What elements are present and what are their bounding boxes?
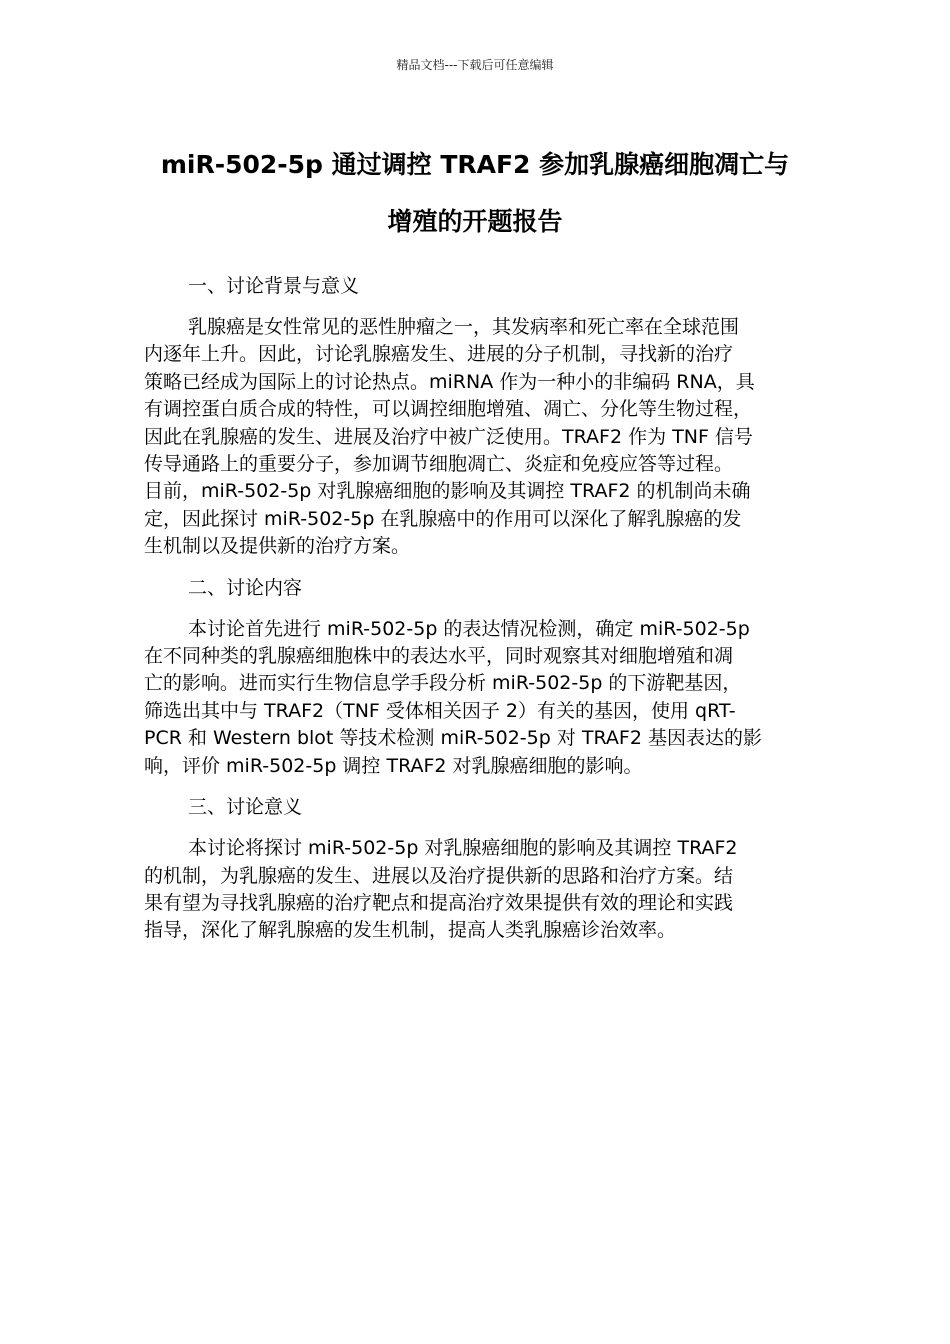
title-line-1: miR-502-5p 通过调控 TRAF2 参加乳腺癌细胞凋亡与 (160, 150, 790, 179)
text-line: 乳腺癌是女性常见的恶性肿瘤之一，其发病率和死亡率在全球范围 (188, 316, 740, 338)
document-title (144, 136, 806, 250)
document-body (144, 273, 806, 959)
text-line: 本讨论将探讨 miR-502-5p 对乳腺癌细胞的影响及其调控 TRAF2 (188, 837, 738, 860)
text-line: 生机制以及提供新的治疗方案。 (144, 535, 411, 558)
text-line: 本讨论首先进行 miR-502-5p 的表达情况检测，确定 miR-502-5p (188, 617, 750, 640)
text-line: 传导通路上的重要分子，参加调节细胞凋亡、炎症和免疫应答等过程。 (144, 453, 734, 476)
text-line: 内逐年上升。因此，讨论乳腺癌发生、进展的分子机制，寻找新的治疗 (144, 343, 734, 366)
section-heading-content: 二、讨论内容 (188, 576, 303, 599)
text-line: 的机制，为乳腺癌的发生、进展以及治疗提供新的思路和治疗方案。结 (144, 864, 734, 887)
text-line: 果有望为寻找乳腺癌的治疗靶点和提高治疗效果提供有效的理论和实践 (144, 891, 734, 914)
text-line: 筛选出其中与 TRAF2（TNF 受体相关因子 2）有关的基因，使用 qRT- (144, 699, 736, 722)
paragraph-content (144, 616, 806, 780)
paragraph-background (144, 314, 806, 561)
paragraph-significance (144, 835, 806, 945)
header-note: 精品文档---下载后可任意编辑 (396, 58, 554, 72)
section-heading-significance: 三、讨论意义 (188, 796, 303, 819)
text-line: 指导，深化了解乳腺癌的发生机制，提高人类乳腺癌诊治效率。 (144, 919, 677, 942)
section-heading-background: 一、讨论背景与意义 (188, 275, 360, 297)
text-line: 策略已经成为国际上的讨论热点。miRNA 作为一种小的非编码 RNA，具 (144, 370, 755, 393)
text-line: 亡的影响。进而实行生物信息学手段分析 miR-502-5p 的下游靶基因， (144, 672, 742, 695)
title-line-2: 增殖的开题报告 (387, 207, 563, 236)
text-line: 目前，miR-502-5p 对乳腺癌细胞的影响及其调控 TRAF2 的机制尚未确 (144, 480, 751, 503)
text-line: 在不同种类的乳腺癌细胞株中的表达水平，同时观察其对细胞增殖和凋 (144, 645, 734, 668)
text-line: 响，评价 miR-502-5p 调控 TRAF2 对乳腺癌细胞的影响。 (144, 754, 643, 777)
text-line: PCR 和 Western blot 等技术检测 miR-502-5p 对 TRAF2 基因表达的影 (144, 727, 762, 750)
text-line: 有调控蛋白质合成的特性，可以调控细胞增殖、凋亡、分化等生物过程， (144, 398, 753, 421)
text-line: 定，因此探讨 miR-502-5p 在乳腺癌中的作用可以深化了解乳腺癌的发 (144, 507, 742, 530)
text-line: 因此在乳腺癌的发生、进展及治疗中被广泛使用。TRAF2 作为 TNF 信号 (144, 425, 753, 448)
